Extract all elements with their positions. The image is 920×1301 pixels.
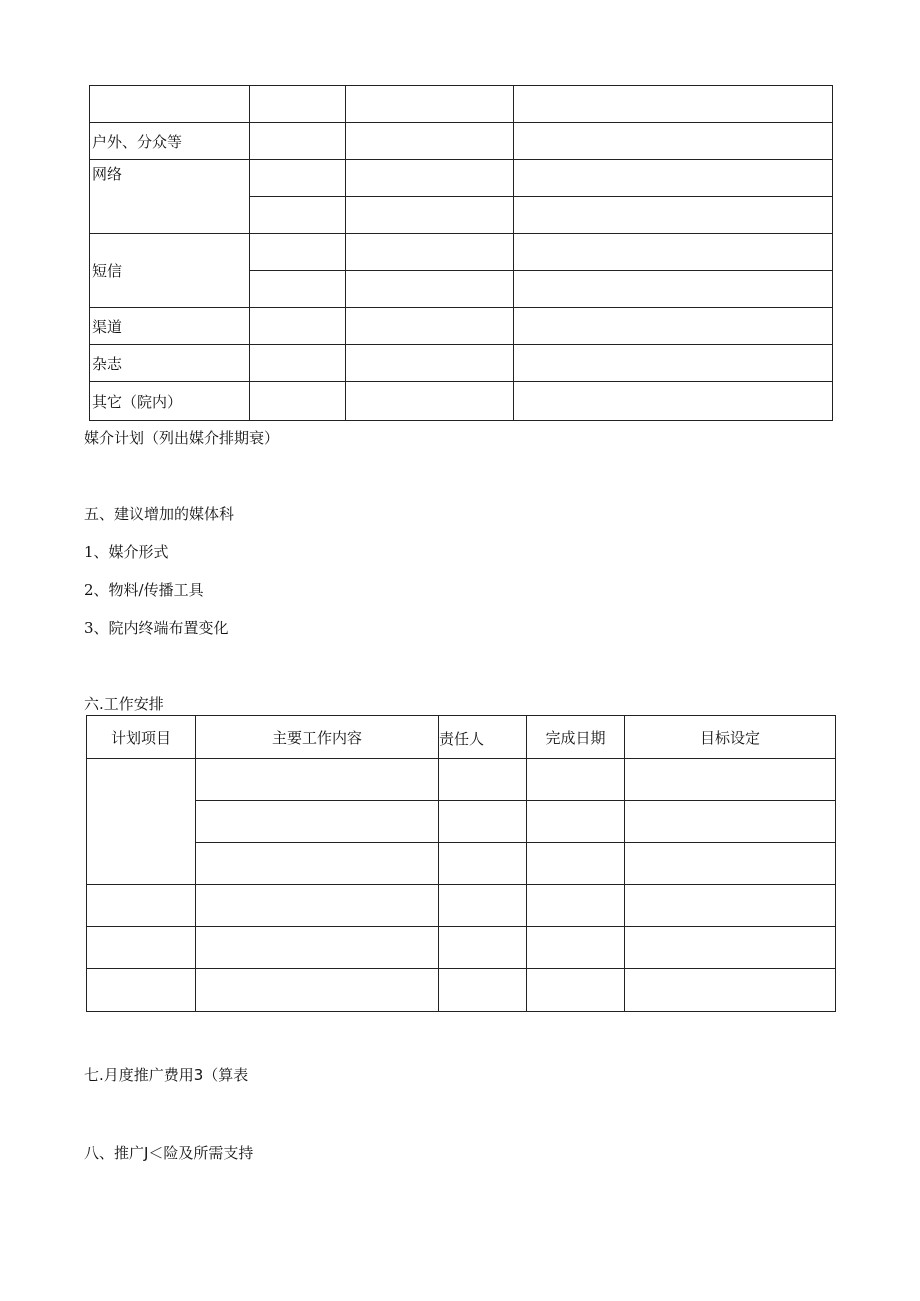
table-cell: [527, 969, 625, 1012]
section7-title: 七.月度推广费用3（算表: [84, 1066, 249, 1084]
table-cell: [87, 759, 196, 885]
table-row: [90, 345, 833, 382]
section5-item-2: 2、物料/传播工具: [84, 581, 204, 599]
table-cell: [527, 759, 625, 801]
table-cell: [625, 801, 836, 843]
header-main-content: 主要工作内容: [196, 716, 439, 759]
table-cell: [439, 885, 527, 927]
table-cell: [514, 271, 833, 308]
table-cell: [87, 969, 196, 1012]
table-row: [87, 801, 836, 843]
table-cell: [527, 927, 625, 969]
table-cell: [514, 308, 833, 345]
table-cell: [527, 801, 625, 843]
table-row: [87, 843, 836, 885]
table-cell: [439, 969, 527, 1012]
section5-item-1: 1、媒介形式: [84, 543, 169, 561]
table-cell: [625, 843, 836, 885]
table-cell: [625, 927, 836, 969]
table-cell: [196, 759, 439, 801]
header-target: 目标设定: [625, 716, 836, 759]
media-label-other: 其它（院内）: [90, 382, 250, 421]
table-cell: [346, 345, 514, 382]
table-cell: [439, 759, 527, 801]
section5-item-3: 3、院内终端布置变化: [84, 619, 229, 637]
table-header-row: [87, 716, 836, 759]
table-cell: [346, 382, 514, 421]
table-row: [90, 86, 833, 123]
table-cell: [196, 969, 439, 1012]
work-schedule-table: [86, 715, 836, 1012]
table-row: [87, 969, 836, 1012]
table-cell: [625, 885, 836, 927]
table-cell: [514, 345, 833, 382]
table-cell: [514, 197, 833, 234]
table-cell: [250, 160, 346, 197]
table-cell: [250, 271, 346, 308]
table-row: [87, 927, 836, 969]
table-cell: [250, 123, 346, 160]
table-cell: [196, 801, 439, 843]
table-row: [87, 759, 836, 801]
table-cell: [346, 234, 514, 271]
table-cell: [514, 86, 833, 123]
table-cell: [346, 123, 514, 160]
table-cell: [250, 308, 346, 345]
section6-title: 六.工作安排: [84, 695, 164, 713]
table-row: [90, 160, 833, 197]
table-cell: [346, 160, 514, 197]
header-completion-date: 完成日期: [527, 716, 625, 759]
table-cell: [346, 271, 514, 308]
table-cell: [527, 885, 625, 927]
table-cell: [527, 843, 625, 885]
table-cell: [250, 382, 346, 421]
table-cell: [439, 843, 527, 885]
table-cell: [439, 927, 527, 969]
table-cell: [625, 969, 836, 1012]
table-cell: [87, 927, 196, 969]
section5-title: 五、建议增加的媒体科: [84, 505, 235, 523]
media-plan-note: 媒介计划（列出媒介排期衰）: [84, 429, 280, 447]
table-cell: [250, 197, 346, 234]
media-table: [89, 85, 833, 421]
table-row: [90, 123, 833, 160]
table-cell: [346, 86, 514, 123]
media-label-network: [90, 160, 250, 234]
header-responsible: 责任人: [439, 716, 527, 759]
table-cell: [514, 382, 833, 421]
table-row: [90, 234, 833, 271]
media-label-outdoor: 户外、分众等: [90, 123, 250, 160]
table-row: [90, 382, 833, 421]
media-label-sms: 短信: [90, 234, 250, 308]
table-cell: [439, 801, 527, 843]
table-row: [87, 885, 836, 927]
header-plan-item: 计划项目: [87, 716, 196, 759]
table-cell: [346, 197, 514, 234]
table-cell: [346, 308, 514, 345]
media-label-network-text: 网络: [92, 164, 123, 183]
media-label-magazine: 杂志: [90, 345, 250, 382]
table-cell: [514, 160, 833, 197]
table-cell: [90, 86, 250, 123]
media-label-channel: 渠道: [90, 308, 250, 345]
table-cell: [87, 885, 196, 927]
table-cell: [250, 86, 346, 123]
table-cell: [514, 123, 833, 160]
table-cell: [625, 759, 836, 801]
table-cell: [196, 885, 439, 927]
table-row: [90, 308, 833, 345]
table-cell: [514, 234, 833, 271]
section8-title: 八、推广J＜险及所需支持: [84, 1144, 254, 1162]
table-cell: [250, 345, 346, 382]
table-cell: [196, 843, 439, 885]
table-cell: [196, 927, 439, 969]
table-cell: [250, 234, 346, 271]
